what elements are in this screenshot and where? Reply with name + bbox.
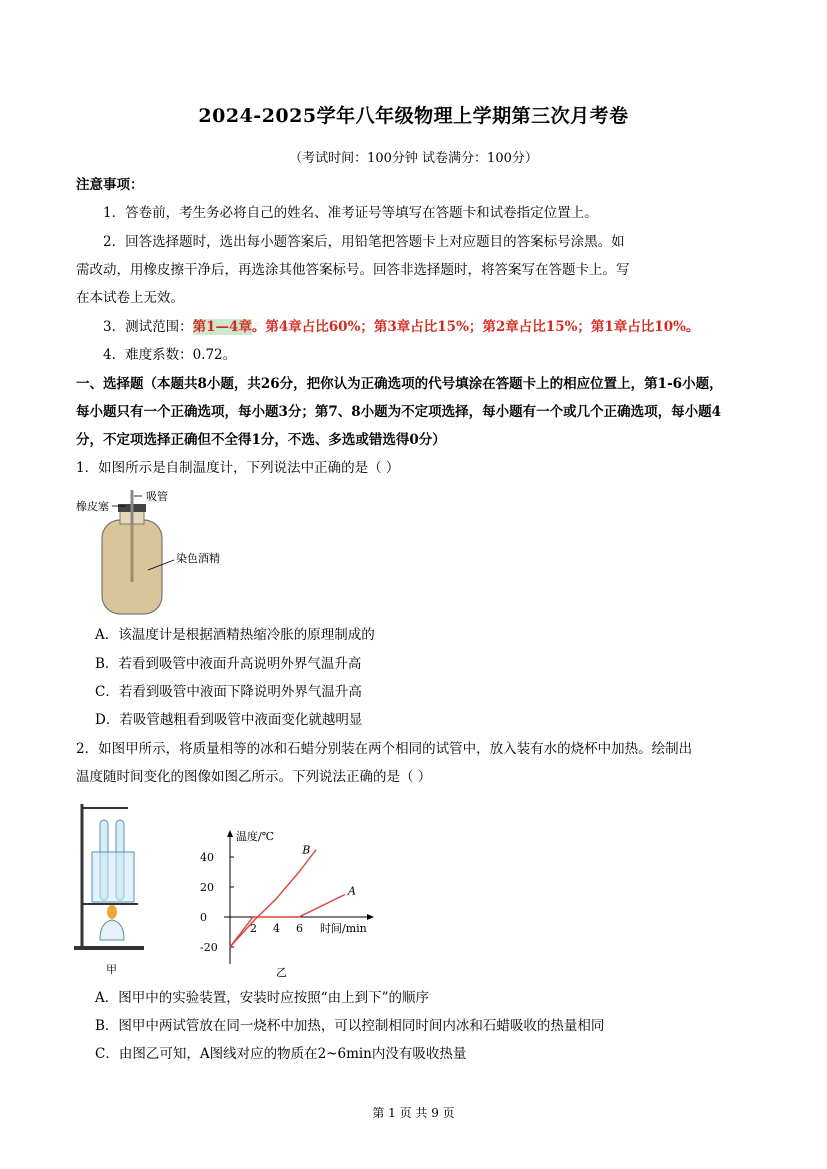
q2-option-c: C．由图乙可知，A图线对应的物质在2~6min内没有吸收热量 — [95, 1046, 467, 1062]
notice-item-3 — [103, 317, 699, 337]
notice-item-4: 4．难度系数：0.72。 — [103, 347, 237, 363]
section-1-line-3: 分，不定项选择正确但不全得1分，不选、多选或错选得0分） — [76, 432, 446, 448]
notice-item-2-line-2: 需改动，用橡皮擦干净后，再选涂其他答案标号。回答非选择题时，将答案写在答题卡上。写 — [76, 262, 630, 278]
q2-option-a: A．图甲中的实验装置，安装时应按照“由上到下”的顺序 — [95, 990, 430, 1006]
page-footer: 第 1 页 共 9 页 — [372, 1106, 455, 1120]
stand-base — [74, 946, 144, 950]
section-1-line-1: 一、选择题（本题共8小题，共26分，把你认为正确选项的代号填涂在答题卡上的相应位置上，第1-6小题， — [76, 376, 723, 392]
question-2-stem-line-2: 温度随时间变化的图像如图乙所示。下列说法正确的是（ ） — [76, 769, 432, 785]
q1-option-d: D．若吸管越粗看到吸管中液面变化就越明显 — [95, 712, 363, 728]
x-tick-label: 4 — [273, 922, 280, 935]
beaker — [92, 852, 134, 902]
q1-option-b: B．若看到吸管中液面升高说明外界气温升高 — [95, 656, 362, 672]
thermometer-figure — [76, 484, 246, 618]
notice-item-1: 1．答卷前，考生务必将自己的姓名、准考证号等填写在答题卡和试卷指定位置上。 — [103, 205, 598, 221]
series-line-a — [230, 895, 345, 948]
label-stopper: 橡皮塞 — [76, 500, 109, 513]
x-tick-label: 6 — [296, 922, 303, 935]
y-tick-label: 0 — [200, 911, 207, 924]
q1-option-a: A．该温度计是根据酒精热缩冷胀的原理制成的 — [95, 627, 375, 643]
y-axis-label: 温度/℃ — [236, 830, 275, 843]
page-title: 2024-2025学年八年级物理上学期第三次月考卷 — [198, 105, 629, 127]
y-tick-label: -20 — [200, 941, 218, 954]
q1-option-c: C．若看到吸管中液面下降说明外界气温升高 — [95, 684, 362, 700]
series-label-a: A — [348, 884, 356, 898]
y-tick-label: 40 — [200, 851, 214, 864]
apparatus-figure — [72, 800, 152, 980]
series-label-b: B — [302, 843, 311, 857]
question-2-stem-line-1: 2．如图甲所示，将质量相等的冰和石蜡分别装在两个相同的试管中，放入装有水的烧杯中加热。绘制出 — [76, 741, 693, 757]
label-liquid: 染色酒精 — [176, 552, 220, 565]
notice-item-2-line-1: 2．回答选择题时，选出每小题答案后，用铅笔把答题卡上对应题目的答案标号涂黑。如 — [103, 234, 625, 250]
x-tick-label: 2 — [250, 922, 257, 935]
figure-label-jia: 甲 — [106, 963, 117, 976]
x-axis-label: 时间/min — [320, 922, 367, 935]
notice-item-3-highlight: 第1—4章 — [192, 319, 252, 335]
flame — [107, 905, 117, 919]
exam-info: （考试时间：100分钟 试卷满分：100分） — [289, 151, 538, 166]
notice-heading: 注意事项： — [76, 177, 144, 193]
question-1-stem: 1．如图所示是自制温度计，下列说法中正确的是（ ） — [76, 460, 400, 476]
section-1-line-2: 每小题只有一个正确选项，每小题3分；第7、8小题为不定项选择，每小题有一个或几个正确选项，每小题4 — [76, 404, 722, 420]
label-straw: 吸管 — [146, 490, 168, 503]
temperature-time-chart — [196, 826, 386, 982]
y-tick-label: 20 — [200, 881, 214, 894]
notice-item-3-rest: 。第4章占比60%；第3章占比15%；第2章占比15%；第1章占比10%。 — [251, 319, 700, 335]
x-axis-arrow — [367, 914, 374, 920]
notice-item-2-line-3: 在本试卷上无效。 — [76, 290, 184, 306]
alcohol-lamp — [100, 920, 124, 940]
q2-option-b: B．图甲中两试管放在同一烧杯中加热，可以控制相同时间内冰和石蜡吸收的热量相同 — [95, 1018, 605, 1034]
figure-label-yi: 乙 — [276, 966, 287, 979]
y-axis-arrow — [227, 830, 233, 837]
notice-item-3-prefix: 3．测试范围： — [103, 319, 193, 335]
